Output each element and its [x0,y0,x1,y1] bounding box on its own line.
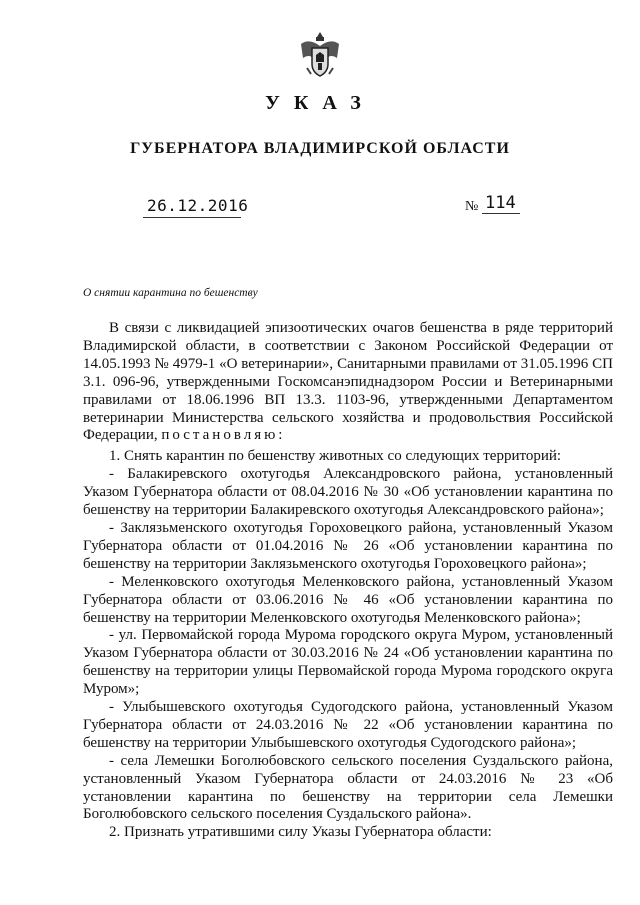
item-paragraph: - Меленковского охотугодья Меленковского района, установленный Указом Губернатора области от 03.06.2016 № 46 «Об установлении карантина по бешенству на территории Меленковского охотугодья Меленковского района»; [83,573,613,626]
item-paragraph: - ул. Первомайской города Мурома городского округа Муром, установленный Указом Губернатора области от 30.03.2016 № 24 «Об установлении карантина по бешенству на территории улицы Первомайской города Мурома городского округа Муром»; [83,627,613,698]
decree-number: 114 [485,193,516,213]
number-sign: № [465,199,479,214]
preamble-text: В связи с ликвидацией эпизоотических очагов бешенства в ряде территорий Владимирской области, в соответствии с Законом Российской Федерации от 14.05.1993 № 4979-1 «О ветеринарии», Санитарными правилами от 31.05.1996 СП 3.1. 096-96, утвержденными Госкомсанэпиднадзором России и Ветеринарными правилами от 18.06.1996 ВП 13.3. 1103-96, утвержденными Департаментом ветеринарии Министерства сельского хозяйства и продовольствия Российской Федерации, [83,320,613,444]
item-paragraph: - Балакиревского охотугодья Александровского района, установленный Указом Губернатора области от 08.04.2016 № 30 «Об установлении карантина по бешенству на территории Балакиревского охотугодья Александровского района»; [83,466,613,519]
decree-word: постановляю: [161,427,286,444]
issuer-title: ГУБЕРНАТОРА ВЛАДИМИРСКОЙ ОБЛАСТИ [130,140,510,157]
decree-date: 26.12.2016 [147,196,249,215]
date-underline [143,217,241,218]
item-paragraph: - села Лемешки Боголюбовского сельского поселения Суздальского района, установленный Указом Губернатора области от 24.03.2016 № 23 «Об установлении карантина по бешенству на территории села Лемешки Боголюбовского сельского поселения Суздальского района». [83,752,613,823]
item-paragraph: - Заклязьменского охотугодья Гороховецкого района, установленный Указом Губернатора области от 01.04.2016 № 26 «Об установлении карантина по бешенству на территории Заклязьменского охотугодья Гороховецкого района»; [83,519,613,572]
page-title: УКАЗ [265,92,375,114]
item-paragraph: 1. Снять карантин по бешенству животных со следующих территорий: [109,448,562,465]
number-underline [482,213,520,214]
item-paragraph: - Улыбышевского охотугодья Судогодского района, установленный Указом Губернатора области от 24.03.2016 № 22 «Об установлении карантина по бешенству на территории Улыбышевского охотугодья Судогодского района»; [83,699,613,751]
preamble-paragraph [83,320,613,445]
coat-of-arms-icon [297,28,343,80]
decree-subject: О снятии карантина по бешенству [83,287,258,299]
item-paragraph: 2. Признать утратившими силу Указы Губернатора области: [109,824,492,841]
decree-body [83,320,613,842]
